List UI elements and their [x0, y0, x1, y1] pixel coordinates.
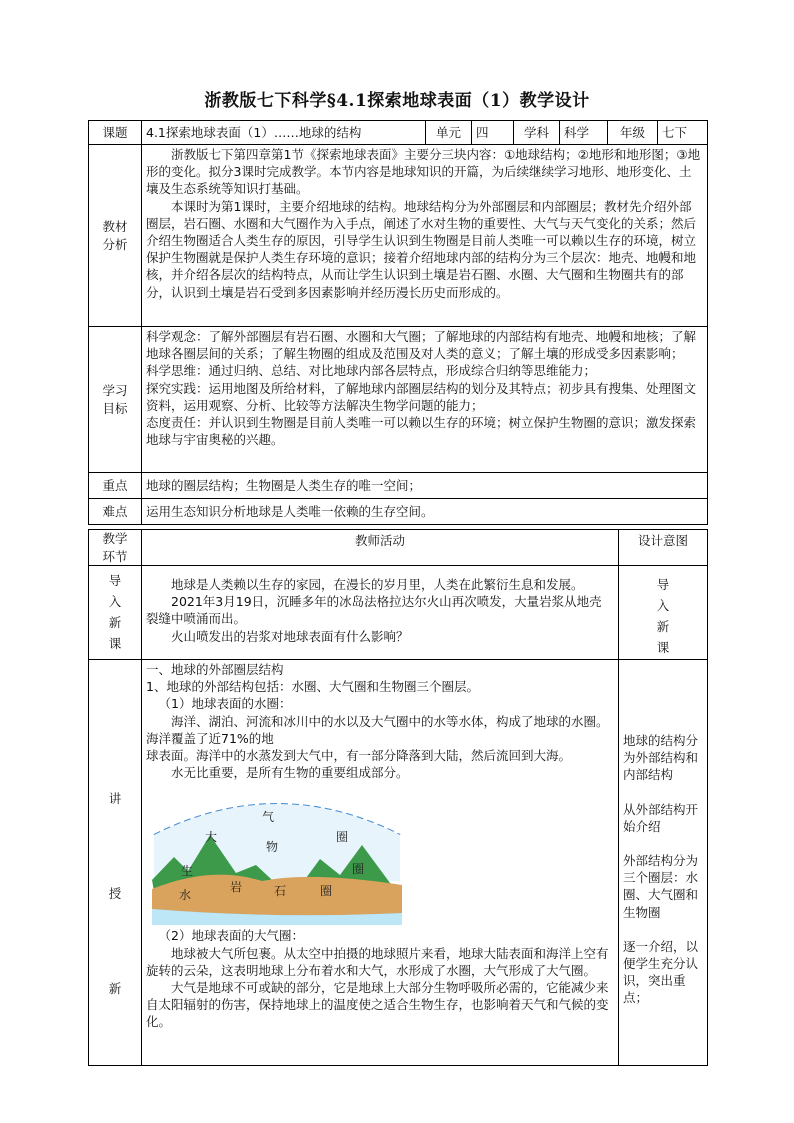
label-wu: 物 [266, 840, 279, 855]
process-table [88, 529, 708, 1066]
xuexi-line2: 科学思维：通过归纳、总结、对比地球内部各层特点，形成综合归纳等思维能力； [146, 363, 597, 379]
keti-value: 4.1探索地球表面（1）……地球的结构 [142, 121, 426, 145]
jiangshou-h1: 一、地球的外部圈层结构 [146, 662, 284, 677]
label-da: 大 [205, 830, 218, 845]
zhongdian-label: 重点 [89, 473, 142, 499]
daoru-label: 导 入 新 课 [89, 566, 142, 660]
nandian-value: 运用生态知识分析地球是人类唯一依赖的生存空间。 [142, 499, 708, 525]
label-quan1: 圈 [336, 830, 349, 845]
xuexi-label: 学习 目标 [89, 327, 142, 473]
label-quan2: 圈 [352, 862, 365, 877]
danyuan-value: 四 [472, 121, 514, 145]
label-shi: 石 [274, 884, 287, 899]
daoru-para3: 火山喷发出的岩浆对地球表面有什么影响？ [171, 628, 409, 644]
jiangshou-h2: 1、地球的外部结构包括：水圈、大气圈和生物圈三个圈层。 [146, 679, 479, 695]
info-table [88, 120, 708, 525]
jiangshou-p1: 海洋、湖泊、河流和冰川中的水以及大气圈中的水等水体，构成了地球的水圈。海洋覆盖了近71%的地 [146, 713, 609, 746]
intent2: 从外部结构开始介绍 [623, 801, 699, 834]
label-qi: 气 [262, 810, 275, 825]
jiaocai-para1: 浙教版七下第四章第1节《探索地球表面》主要分三块内容：①地球结构；②地形和地形图；③地形的变化。拟分3课时完成教学。本节内容是地球知识的开篇，为后续继续学习地形、地形变化、土壤及生态系统等知识打基础。 [146, 147, 701, 197]
daoru-intent: 导 入 新 课 [619, 566, 708, 660]
page-title: 浙教版七下科学§4.1探索地球表面（1）教学设计 [204, 91, 590, 111]
xuexi-line3: 探究实践：运用地图及所给材料，了解地球内部圈层结构的划分及其特点；初步具有搜集、处理图文资料，运用观察、分析、比较等方法解决生物学问题的能力； [146, 380, 697, 413]
xueke-value: 科学 [560, 121, 608, 145]
xueke-label: 学科 [514, 121, 560, 145]
jiangshou-label: 讲 授 新 [89, 660, 142, 1066]
xuexi-content [142, 327, 708, 473]
jiaocai-para2: 本课时为第1课时，主要介绍地球的结构。地球结构分为外部圈层和内部圈层；教材先介绍外部圈层，岩石圈、水圈和大气圈作为入手点，阐述了水对生物的重要性、大气与天气变化的关系；然后介绍生物圈适合人类生存的原因，引导学生认识到生物圈是目前人类唯一可以赖以生存的环境，树立保护生物圈就是保护人类生存环境的意识；接着介绍地球内部的结构分为三个层次：地壳、地幔和地核，并介绍各层次的结构特点，从而让学生认识到土壤是岩石圈、水圈、大气圈和生物圈共有的部分，认识到土壤是岩石受到多因素影响并经历漫长历史而形成的。 [146, 198, 697, 300]
xuexi-line1: 科学观念：了解外部圈层有岩石圈、水圈和大气圈；了解地球的内部结构有地壳、地幔和地核；了解地球各圈层间的关系；了解生物圈的组成及范围及对人类的意义；了解土壤的形成受多因素影响； [146, 329, 697, 362]
jiangshou-content [142, 660, 619, 1066]
label-sheng: 生 [181, 864, 194, 879]
keti-label: 课题 [89, 121, 142, 145]
jiangshou-h3: （1）地球表面的水圈： [158, 696, 292, 712]
jiangshou-h4: （2）地球表面的大气圈： [158, 928, 304, 944]
yitu-header: 设计意图 [619, 530, 708, 566]
label-shui: 水 [179, 888, 192, 903]
intent1: 地球的结构分为外部结构和内部结构 [623, 733, 699, 783]
label-yan: 岩 [230, 880, 243, 895]
daoru-para2: 2021年3月19日，沉睡多年的冰岛法格拉达尔火山再次喷发，大量岩浆从地壳裂缝中喷涌而出。 [146, 594, 602, 627]
huanjie-header: 教学 环节 [89, 530, 142, 566]
jiangshou-intent [619, 660, 708, 1066]
jiaocai-content [142, 145, 708, 327]
intent3: 外部结构分为三个圈层：水圈、大气圈和生物圈 [623, 853, 699, 920]
jiaocai-label: 教材 分析 [89, 145, 142, 327]
huodong-header: 教师活动 [142, 530, 619, 566]
nianji-label: 年级 [608, 121, 658, 145]
label-quan3: 圈 [320, 884, 333, 899]
nianji-value: 七下 [658, 121, 708, 145]
nandian-label: 难点 [89, 499, 142, 525]
jiangshou-p3: 地球被大气所包裹。从太空中拍摄的地球照片来看，地球大陆表面和海洋上空有旋转的云朵，这表明地球上分布着水和大气，水形成了水圈，大气形成了大气圈。 [146, 945, 609, 978]
zhongdian-value: 地球的圈层结构；生物圈是人类生存的唯一空间； [142, 473, 708, 499]
earth-spheres-svg [152, 785, 402, 925]
jiangshou-p1b: 球表面。海洋中的水蒸发到大气中，有一部分降落到大陆，然后流回到大海。 [146, 748, 572, 764]
daoru-content [142, 566, 619, 660]
xuexi-line4: 态度责任：并认识到生物圈是目前人类唯一可以赖以生存的环境；树立保护生物圈的意识；激发探索地球与宇宙奥秘的兴趣。 [146, 415, 697, 448]
jiangshou-p2: 水无比重要，是所有生物的重要组成部分。 [171, 765, 409, 781]
earth-spheres-diagram [152, 785, 402, 925]
daoru-para1: 地球是人类赖以生存的家园，在漫长的岁月里，人类在此繁衍生息和发展。 [171, 577, 584, 592]
intent4: 逐一介绍，以便学生充分认识，突出重点； [623, 938, 699, 1006]
jiangshou-p4: 大气是地球不可或缺的部分，它是地球上大部分生物呼吸所必需的，它能减少来自太阳辐射的伤害，保持地球上的温度使之适合生物生存，也影响着天气和气候的变化。 [146, 980, 609, 1030]
danyuan-label: 单元 [426, 121, 472, 145]
